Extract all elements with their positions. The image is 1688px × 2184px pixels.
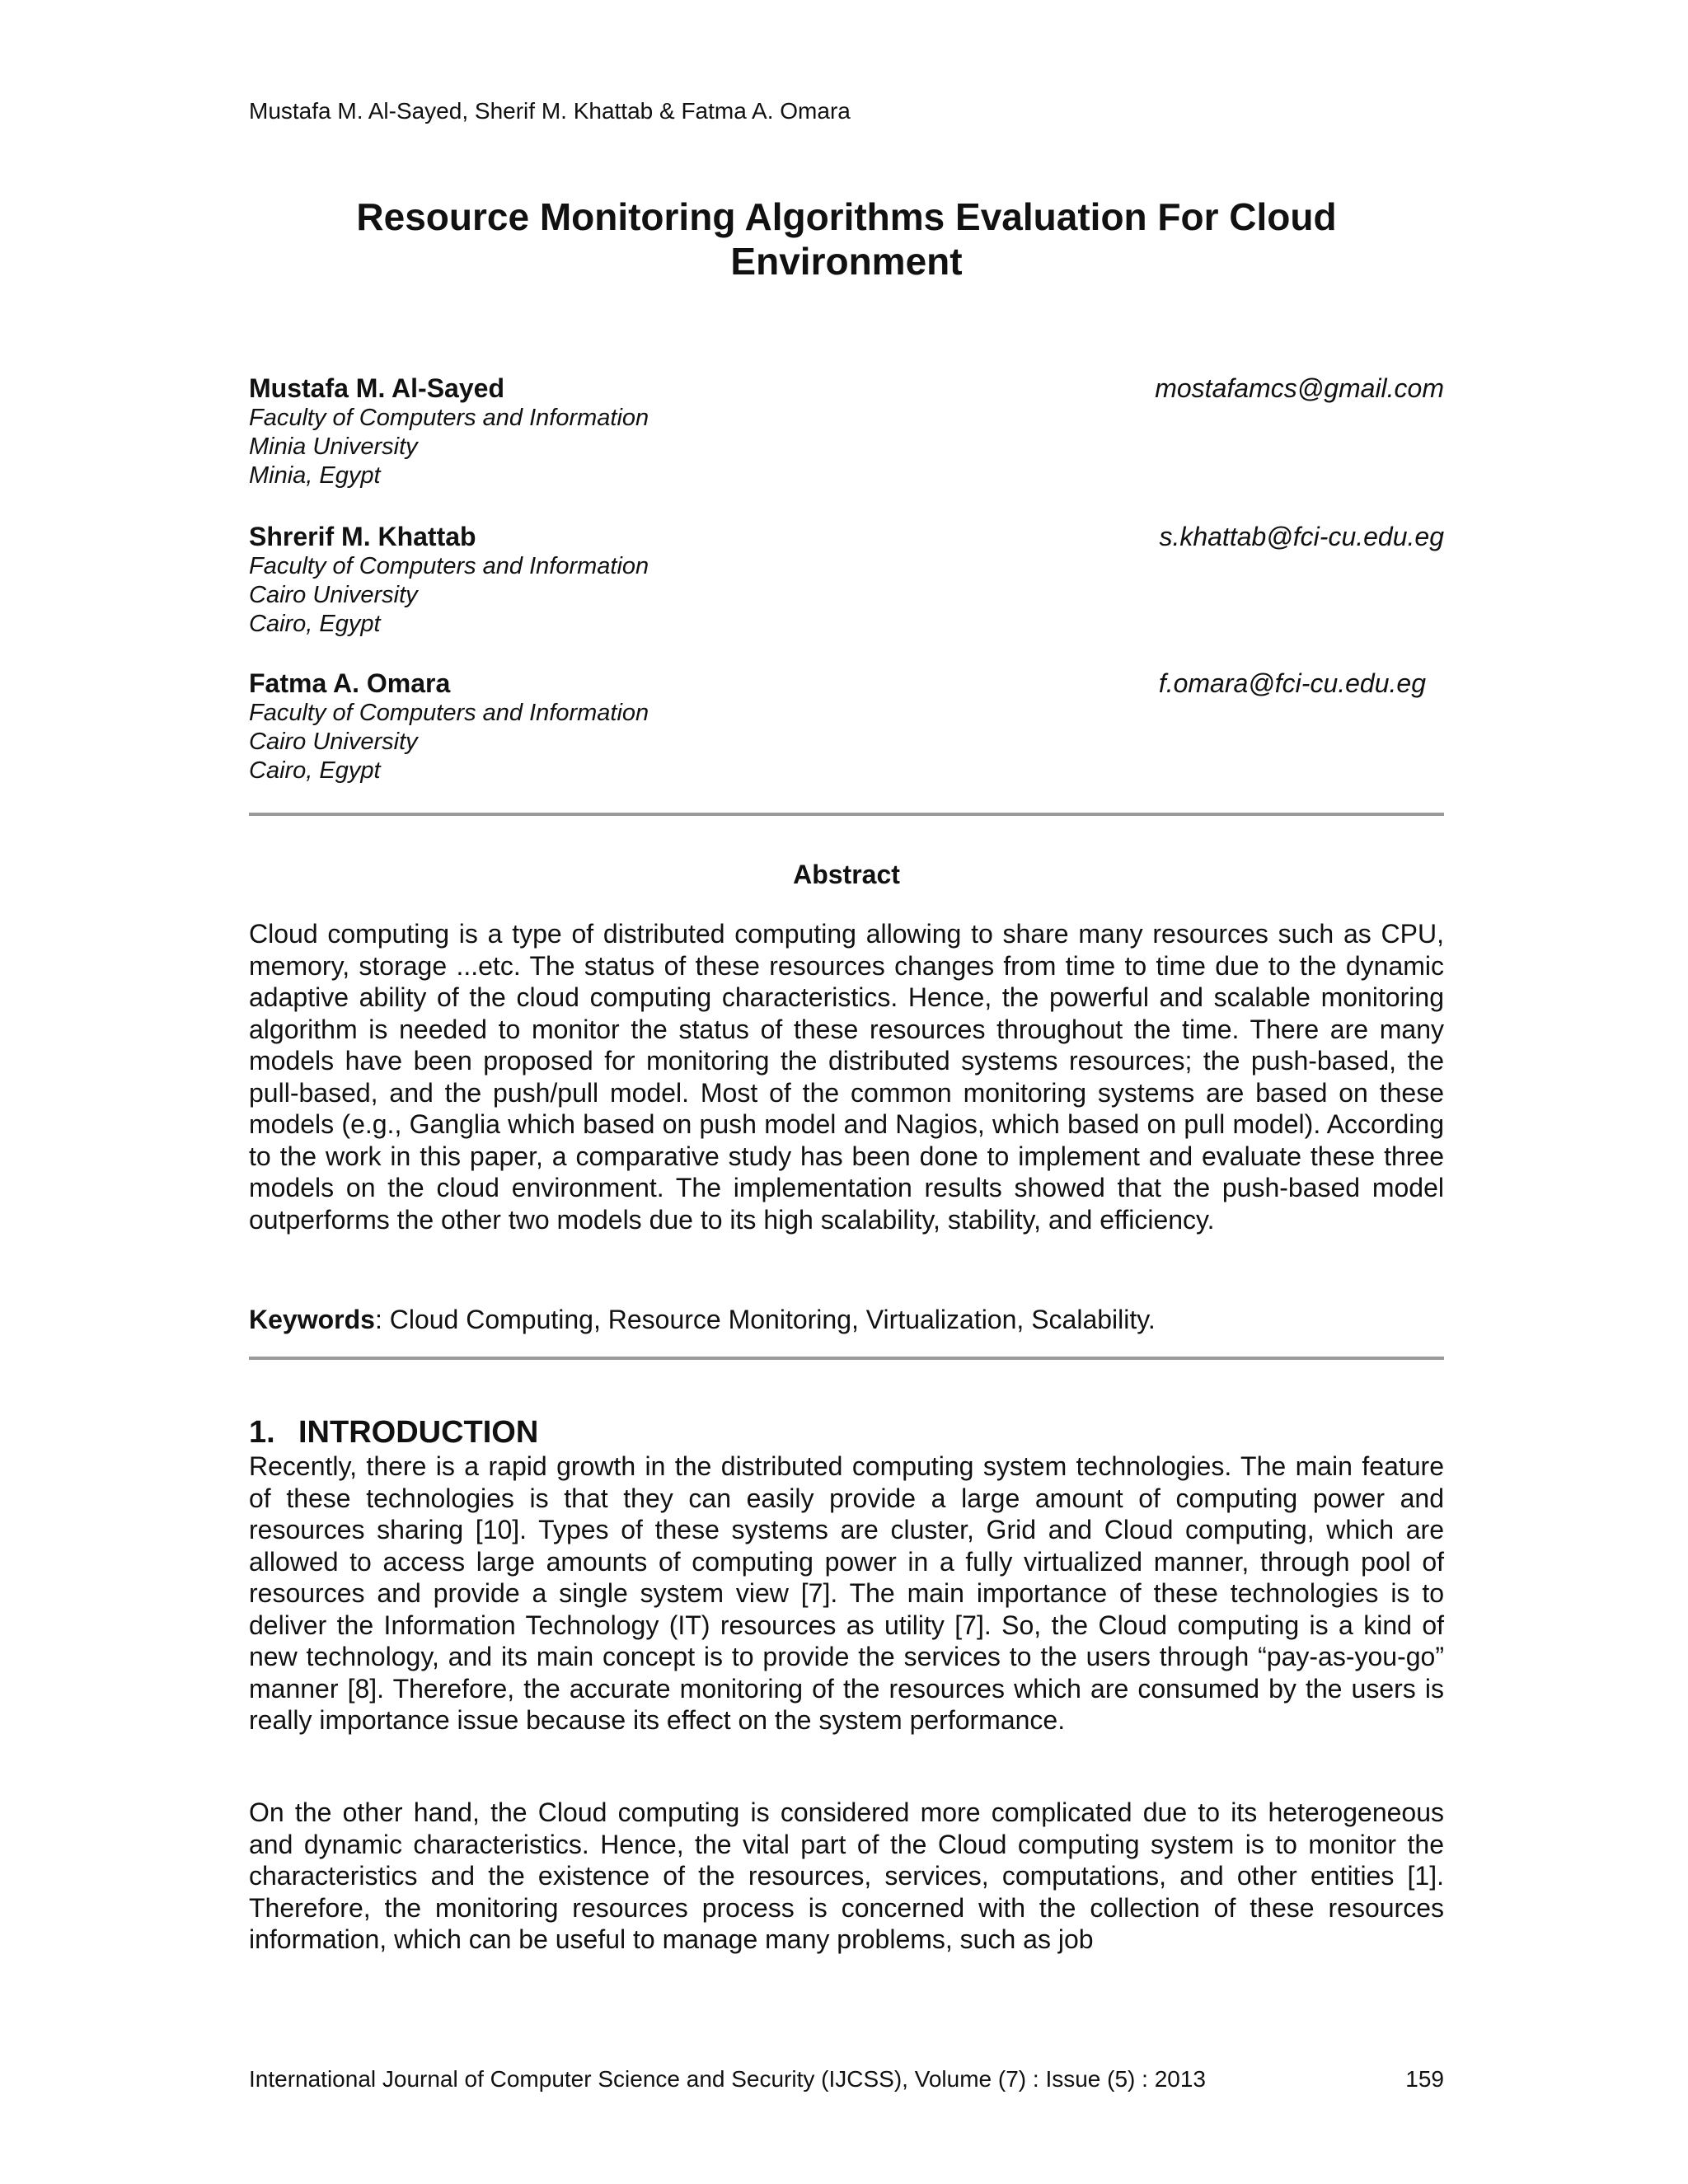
abstract-text: Cloud computing is a type of distributed computing allowing to share many resources such as CPU, memory, storage ...etc. The status of these resources changes from time to time due to the dynamic adaptive ability of the cloud computing characteristics. Hence, the powerful and scalable monitoring algorithm is needed to monitor the status of these resources throughout the time. There are many models have been proposed for monitoring the distributed systems resources; the push-based, the pull-based, and the push/pull model. Most of the common monitoring systems are based on these models (e.g., Ganglia which based on push model and Nagios, which based on pull model). According to the work in this paper, a comparative study has been done to implement and evaluate these three models on the cloud environment. The implementation results showed that the push-based model outperforms the other two models due to its high scalability, stability, and efficiency. <box>249 919 1444 1235</box>
author-university: Cairo University <box>249 582 418 608</box>
author-affiliation: Faculty of Computers and Information <box>249 405 649 431</box>
keywords-label: Keywords <box>249 1305 375 1334</box>
author-block <box>249 521 1444 661</box>
section-heading <box>249 1414 538 1451</box>
section-number: 1. <box>249 1415 275 1450</box>
author-email: s.khattab@fci-cu.edu.eg <box>1159 522 1444 551</box>
author-location: Minia, Egypt <box>249 462 381 489</box>
author-affiliation: Faculty of Computers and Information <box>249 700 649 726</box>
paper-title <box>249 194 1444 284</box>
author-affiliation: Faculty of Computers and Information <box>249 553 649 579</box>
author-location: Cairo, Egypt <box>249 611 381 637</box>
divider <box>249 1357 1444 1360</box>
author-name: Fatma A. Omara <box>249 668 451 698</box>
divider <box>249 813 1444 816</box>
running-header: Mustafa M. Al-Sayed, Sherif M. Khattab & Fatma A. Omara <box>249 98 851 124</box>
author-block <box>249 373 1444 513</box>
author-email: mostafamcs@gmail.com <box>1155 373 1444 403</box>
author-name: Mustafa M. Al-Sayed <box>249 373 504 403</box>
author-location: Cairo, Egypt <box>249 757 381 784</box>
author-name: Shrerif M. Khattab <box>249 522 476 551</box>
author-email: f.omara@fci-cu.edu.eg <box>1158 668 1426 698</box>
keywords-separator: : <box>374 1305 382 1334</box>
paper-title-line-2: Environment <box>730 240 963 283</box>
page-number: 159 <box>1405 2066 1444 2092</box>
section-title: INTRODUCTION <box>298 1415 539 1450</box>
abstract-heading: Abstract <box>793 860 900 889</box>
page-footer <box>249 2065 1444 2093</box>
author-university: Cairo University <box>249 729 418 755</box>
keywords-list: Cloud Computing, Resource Monitoring, Virtualization, Scalability. <box>382 1305 1156 1334</box>
author-block <box>249 668 1444 808</box>
journal-citation: International Journal of Computer Science and Security (IJCSS), Volume (7) : Issue (5) : 2013 <box>249 2066 1207 2092</box>
body-paragraph: On the other hand, the Cloud computing is considered more complicated due to its heterogeneous and dynamic characteristics. Hence, the vital part of the Cloud computing system is to monitor the characteristics and the existence of the resources, services, computations, and other entities [1]. Therefore, the monitoring resources process is concerned with the collection of these resources information, which can be useful to manage many problems, such as job <box>249 1797 1444 1954</box>
keywords <box>249 1304 1444 1335</box>
paper-title-line-1: Resource Monitoring Algorithms Evaluation For Cloud <box>356 195 1337 238</box>
author-university: Minia University <box>249 434 418 460</box>
body-paragraph: Recently, there is a rapid growth in the distributed computing system technologies. The main feature of these technologies is that they can easily provide a large amount of computing power and resources sharing [10]. Types of these systems are cluster, Grid and Cloud computing, which are allowed to access large amounts of computing power in a fully virtualized manner, through pool of resources and provide a single system view [7]. The main importance of these technologies is to deliver the Information Technology (IT) resources as utility [7]. So, the Cloud computing is a kind of new technology, and its main concept is to provide the services to the users through “pay-as-you-go” manner [8]. Therefore, the accurate monitoring of the resources which are consumed by the users is really importance issue because its effect on the system performance. <box>249 1451 1444 1735</box>
